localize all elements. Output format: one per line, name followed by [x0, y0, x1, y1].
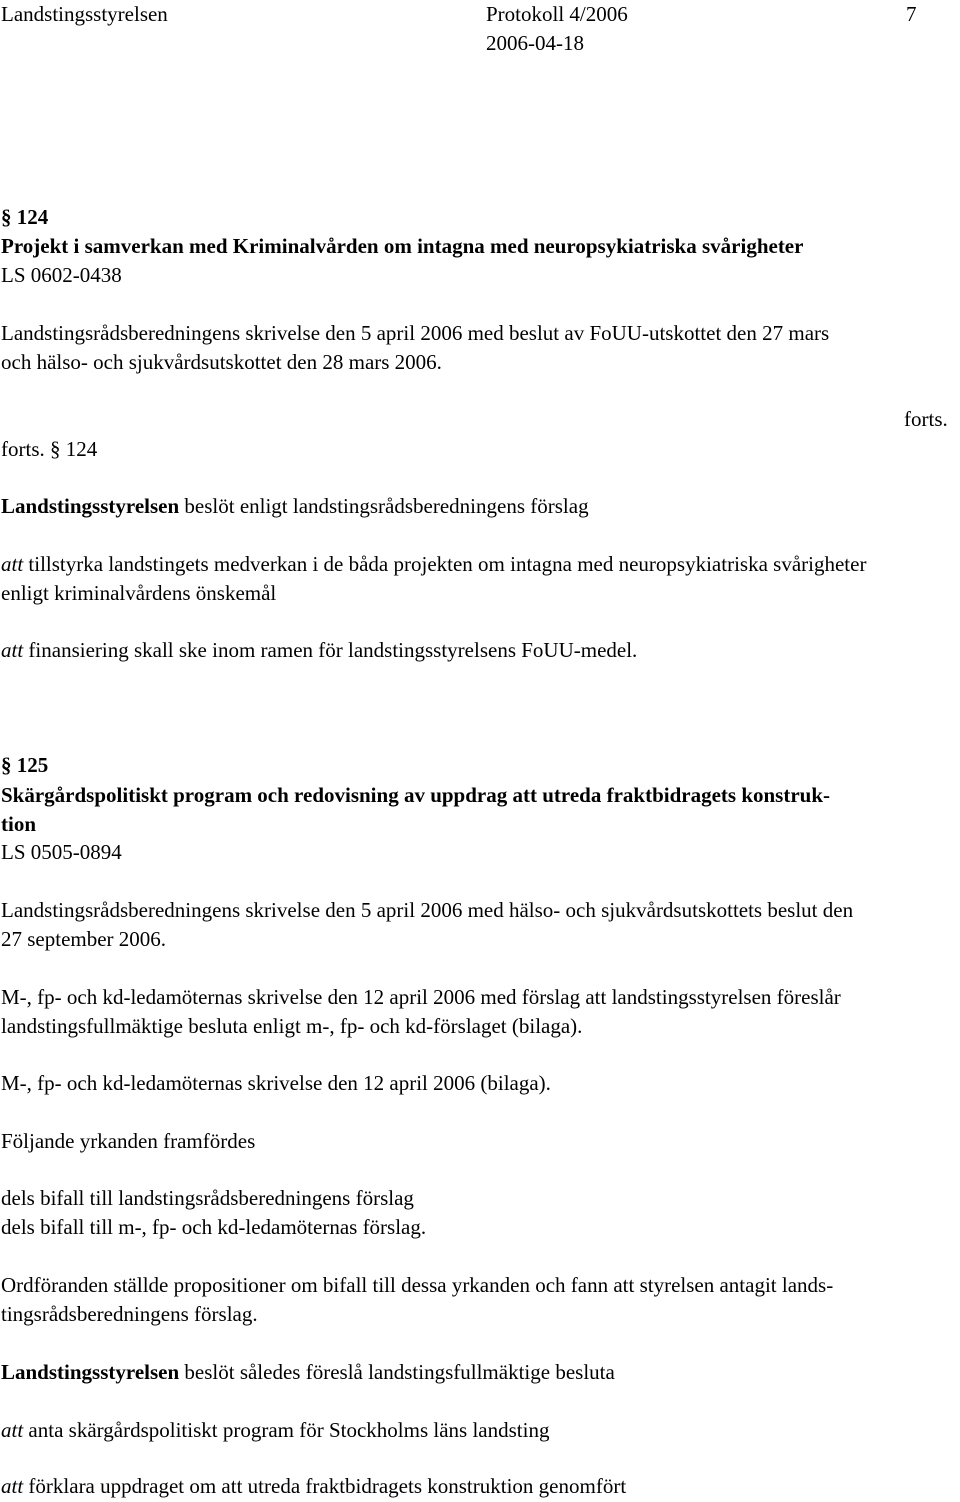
att-text: finansiering skall ske inom ramen för landstingsstyrelsens FoUU-medel.	[23, 638, 638, 662]
section-125-p5-line-2: dels bifall till m-, fp- och kd-ledamöternas förslag.	[1, 1215, 427, 1239]
section-125-p3: M-, fp- och kd-ledamöternas skrivelse den 12 april 2006 (bilaga).	[1, 1071, 551, 1095]
paragraph-sign-icon: §	[50, 437, 61, 461]
decision-text: beslöt enligt landstingsrådsberedningens förslag	[179, 494, 589, 518]
section-125-att-2	[1, 1472, 626, 1501]
section-124-att-2	[1, 636, 637, 665]
section-124-intro-line-1: Landstingsrådsberedningens skrivelse den 5 april 2006 med beslut av FoUU-utskottet den 27 mars	[1, 321, 830, 345]
att-word: att	[1, 552, 24, 576]
att-text: förklara uppdraget om att utreda fraktbidragets konstruktion genomfört	[23, 1474, 627, 1498]
section-124-att-1-line-1	[1, 550, 866, 579]
section-124-intro-line-2: och hälso- och sjukvårdsutskottet den 28 mars 2006.	[1, 350, 442, 374]
section-125-reference: LS 0505-0894	[1, 840, 122, 864]
section-125-p5-line-1: dels bifall till landstingsrådsberedningens förslag	[1, 1186, 414, 1210]
decision-subject: Landstingsstyrelsen	[1, 1360, 180, 1384]
section-125-att-1	[1, 1416, 549, 1445]
section-125-p4: Följande yrkanden framfördes	[1, 1129, 256, 1153]
continuation-marker-right: forts.	[904, 407, 948, 431]
continuation-label: forts.	[1, 437, 45, 461]
att-text: anta skärgårdspolitiskt program för Stockholms läns landsting	[23, 1418, 550, 1442]
header-protocol: Protokoll 4/2006	[486, 2, 628, 26]
section-number: 124	[16, 205, 49, 229]
section-124-att-1-line-2: enligt kriminalvårdens önskemål	[1, 581, 277, 605]
header-organization: Landstingsstyrelsen	[1, 2, 168, 26]
section-125-p2-line-2: landstingsfullmäktige besluta enligt m-, fp- och kd-förslaget (bilaga).	[1, 1014, 583, 1038]
decision-text: beslöt således föreslå landstingsfullmäktige besluta	[179, 1360, 615, 1384]
att-word: att	[1, 638, 24, 662]
header-page-number: 7	[906, 2, 917, 26]
continuation-section-number: 124	[65, 437, 98, 461]
section-125-p6-line-2: tingsrådsberedningens förslag.	[1, 1302, 258, 1326]
section-125-decision	[1, 1358, 615, 1387]
paragraph-sign-icon: §	[1, 753, 12, 777]
section-124-title: Projekt i samverkan med Kriminalvården om intagna med neuropsykiatriska svårigheter	[1, 234, 804, 258]
section-125-title-line-1: Skärgårdspolitiskt program och redovisning av uppdrag att utreda fraktbidragets konstruk-	[1, 783, 831, 807]
section-125-heading	[1, 751, 48, 780]
section-125-p1-line-2: 27 september 2006.	[1, 927, 167, 951]
att-word: att	[1, 1474, 24, 1498]
section-number: 125	[16, 753, 49, 777]
att-text: tillstyrka landstingets medverkan i de båda projekten om intagna med neuropsykiatriska svårigheter	[23, 552, 867, 576]
section-125-title-line-2: tion	[1, 812, 37, 836]
continuation-marker-left	[1, 435, 97, 464]
section-124-decision	[1, 492, 589, 521]
att-word: att	[1, 1418, 24, 1442]
section-124-reference: LS 0602-0438	[1, 263, 122, 287]
header-date: 2006-04-18	[486, 31, 584, 55]
decision-subject: Landstingsstyrelsen	[1, 494, 180, 518]
section-125-p1-line-1: Landstingsrådsberedningens skrivelse den 5 april 2006 med hälso- och sjukvårdsutskottets beslut den	[1, 898, 854, 922]
paragraph-sign-icon: §	[1, 205, 12, 229]
section-124-heading	[1, 203, 48, 232]
section-125-p2-line-1: M-, fp- och kd-ledamöternas skrivelse den 12 april 2006 med förslag att landstingsstyrelsen föreslår	[1, 985, 841, 1009]
section-125-p6-line-1: Ordföranden ställde propositioner om bifall till dessa yrkanden och fann att styrelsen antagit lands-	[1, 1273, 834, 1297]
